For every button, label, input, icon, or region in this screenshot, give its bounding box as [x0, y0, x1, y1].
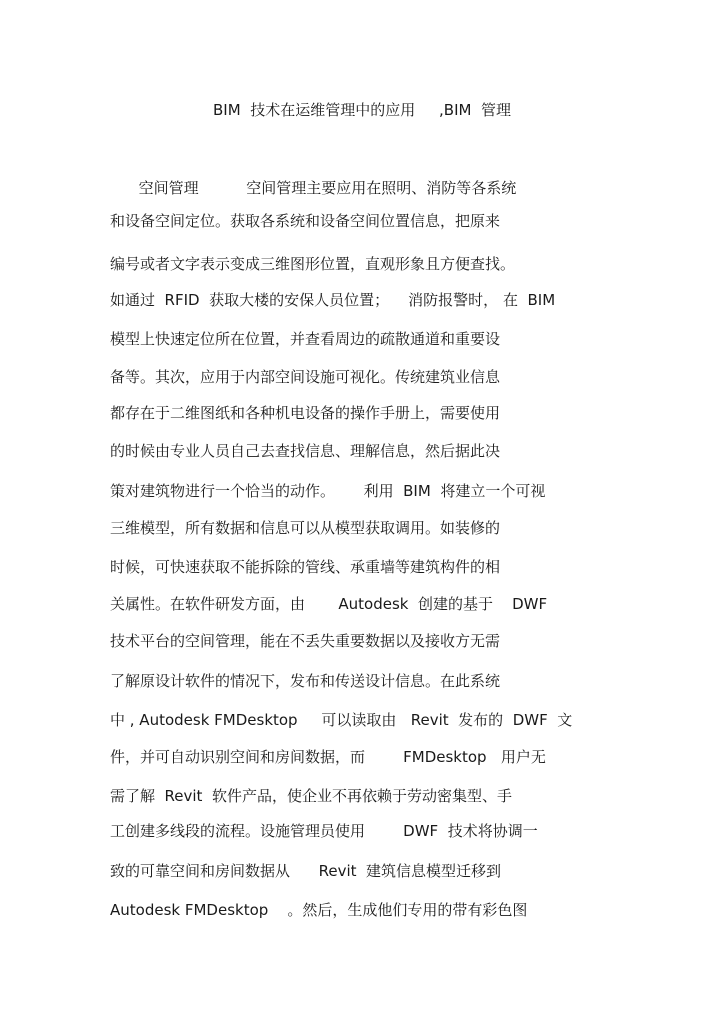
paragraph-line: 三维模型，所有数据和信息可以从模型获取调用。如装修的 [110, 519, 501, 537]
paragraph-line: 工创建多线段的流程。设施管理员使用 DWF 技术将协调一 [110, 822, 538, 840]
paragraph-line: 致的可靠空间和房间数据从 Revit 建筑信息模型迁移到 [110, 862, 502, 880]
paragraph-line: 中 , Autodesk FMDesktop 可以读取由 Revit 发布的 DWF 文 [110, 711, 573, 729]
paragraph-line: 需了解 Revit 软件产品，使企业不再依赖于劳动密集型、手 [110, 787, 512, 805]
paragraph-line: 空间管理 空间管理主要应用在照明、消防等各系统 [110, 179, 517, 197]
paragraph-line: 编号或者文字表示变成三维图形位置，直观形象且方便查找。 [110, 255, 516, 273]
paragraph-line: 时候，可快速获取不能拆除的管线、承重墙等建筑构件的相 [110, 558, 501, 576]
paragraph-line: 策对建筑物进行一个恰当的动作。 利用 BIM 将建立一个可视 [110, 482, 546, 500]
paragraph-line: 的时候由专业人员自己去查找信息、理解信息，然后据此决 [110, 442, 501, 460]
paragraph-line: 技术平台的空间管理，能在不丢失重要数据以及接收方无需 [110, 632, 501, 650]
paragraph-line: Autodesk FMDesktop 。然后，生成他们专用的带有彩色图 [110, 901, 528, 919]
paragraph-line: 备等。其次，应用于内部空间设施可视化。传统建筑业信息 [110, 368, 501, 386]
paragraph-line: 件，并可自动识别空间和房间数据，而 FMDesktop 用户无 [110, 748, 546, 766]
paragraph-line: 模型上快速定位所在位置，并查看周边的疏散通道和重要设 [110, 330, 501, 348]
paragraph-line: 都存在于二维图纸和各种机电设备的操作手册上，需要使用 [110, 404, 501, 422]
paragraph-line: 如通过 RFID 获取大楼的安保人员位置； 消防报警时， 在 BIM [110, 291, 556, 309]
paragraph-line: 关属性。在软件研发方面，由 Autodesk 创建的基于 DWF [110, 595, 548, 613]
document-title: BIM 技术在运维管理中的应用 ,BIM 管理 [213, 101, 511, 119]
paragraph-line: 了解原设计软件的情况下，发布和传送设计信息。在此系统 [110, 672, 501, 690]
paragraph-line: 和设备空间定位。获取各系统和设备空间位置信息，把原来 [110, 212, 501, 230]
